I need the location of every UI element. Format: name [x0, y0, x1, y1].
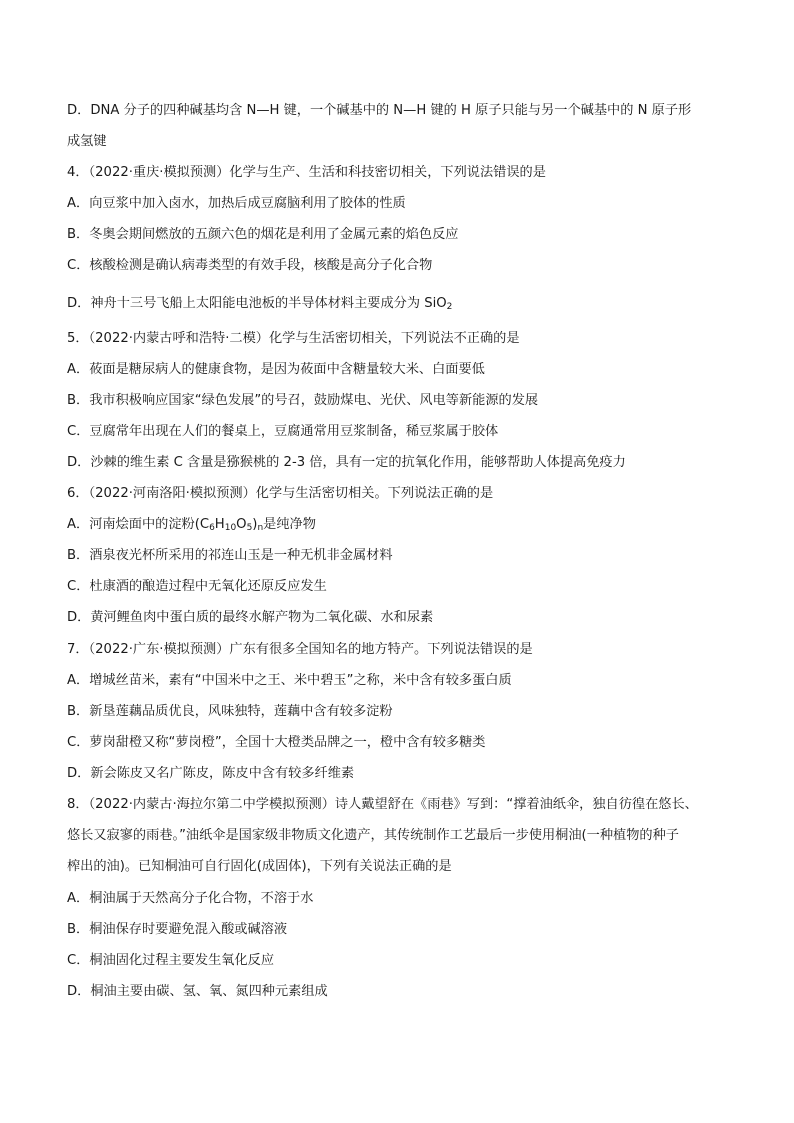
q8-stem-line3: 榨出的油)。已知桐油可自行固化(成固体)，下列有关说法正确的是 [67, 859, 452, 874]
q6-option-d: D．黄河鲤鱼肉中蛋白质的最终水解产物为二氧化碳、水和尿素 [67, 610, 434, 625]
q6-option-b: B．酒泉夜光杯所采用的祁连山玉是一种无机非金属材料 [67, 548, 393, 563]
q4-option-a: A．向豆浆中加入卤水，加热后成豆腐脑利用了胶体的性质 [67, 196, 406, 211]
q3-option-d-line2: 成氢键 [67, 134, 107, 149]
q7-stem: 7．（2022·广东·模拟预测）广东有很多全国知名的地方特产。下列说法错误的是 [67, 642, 533, 657]
q8-option-a: A．桐油属于天然高分子化合物，不溶于水 [67, 891, 314, 906]
q8-option-b: B．桐油保存时要避免混入酸或碱溶液 [67, 922, 288, 937]
q5-option-a: A．莜面是糖尿病人的健康食物，是因为莜面中含糖量较大米、白面要低 [67, 362, 485, 377]
q4-option-c: C．核酸检测是确认病毒类型的有效手段，核酸是高分子化合物 [67, 258, 433, 273]
q8-stem-line2: 悠长又寂寥的雨巷。”油纸伞是国家级非物质文化遗产，其传统制作工艺最后一步使用桐油(一种植物的种子 [67, 828, 679, 843]
q7-option-c: C．萝岗甜橙又称“萝岗橙”，全国十大橙类品牌之一，橙中含有较多糖类 [67, 735, 486, 750]
q5-stem: 5．（2022·内蒙古呼和浩特·二模）化学与生活密切相关，下列说法不正确的是 [67, 331, 520, 346]
q4-option-d: D．神舟十三号飞船上太阳能电池板的半导体材料主要成分为 SiO$_2$ [67, 296, 453, 312]
q6-option-c: C．杜康酒的酿造过程中无氧化还原反应发生 [67, 579, 327, 594]
q8-option-c: C．桐油固化过程主要发生氧化反应 [67, 953, 275, 968]
q4-option-b: B．冬奥会期间燃放的五颜六色的烟花是利用了金属元素的焰色反应 [67, 227, 459, 242]
q7-option-d: D．新会陈皮又名广陈皮，陈皮中含有较多纤维素 [67, 766, 355, 781]
q3-option-d-line1: D．DNA 分子的四种碱基均含 N—H 键，一个碱基中的 N—H 键的 H 原子只能与另一个碱基中的 N 原子形 [67, 103, 692, 118]
q5-option-c: C．豆腐常年出现在人们的餐桌上，豆腐通常用豆浆制备，稀豆浆属于胶体 [67, 424, 499, 439]
q7-option-b: B．新垦莲藕品质优良，风味独特，莲藕中含有较多淀粉 [67, 704, 393, 719]
q8-option-d: D．桐油主要由碳、氢、氧、氮四种元素组成 [67, 984, 328, 999]
q5-option-d: D．沙棘的维生素 C 含量是猕猴桃的 2-3 倍，具有一定的抗氧化作用，能够帮助人体提高免疫力 [67, 455, 626, 470]
q7-option-a: A．增城丝苗米，素有“中国米中之王、米中碧玉”之称，米中含有较多蛋白质 [67, 673, 512, 688]
q8-stem-line1: 8．（2022·内蒙古·海拉尔第二中学模拟预测）诗人戴望舒在《雨巷》写到：“撑着油纸伞，独自彷徨在悠长、 [67, 797, 698, 812]
q6-option-a: A．河南烩面中的淀粉$(C_6H_{10}O_5)_n$是纯净物 [67, 517, 316, 533]
q4-stem: 4．（2022·重庆·模拟预测）化学与生产、生活和科技密切相关，下列说法错误的是 [67, 165, 546, 180]
q6-stem: 6．（2022·河南洛阳·模拟预测）化学与生活密切相关。下列说法正确的是 [67, 486, 494, 501]
q5-option-b: B．我市积极响应国家“绿色发展”的号召，鼓励煤电、光伏、风电等新能源的发展 [67, 393, 539, 408]
